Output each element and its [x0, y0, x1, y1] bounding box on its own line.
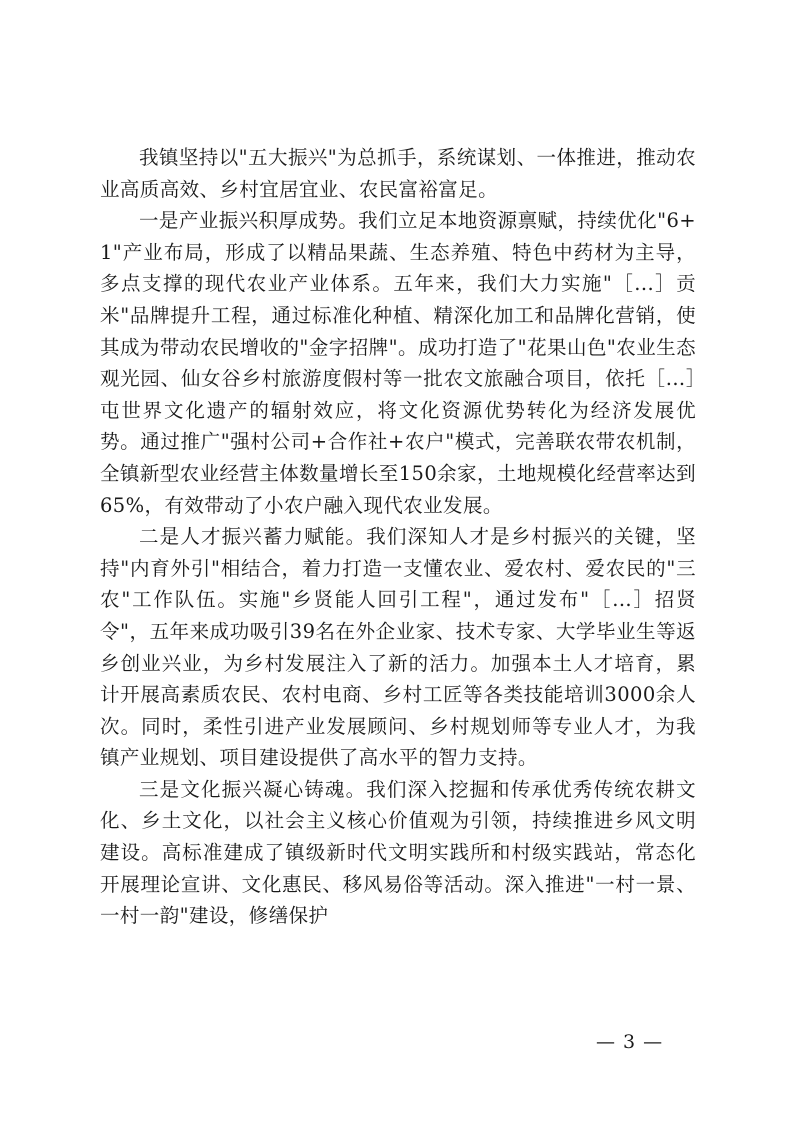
paragraph-talent-revitalization: 二是人才振兴蓄力赋能。我们深知人才是乡村振兴的关键，坚持"内育外引"相结合，着力打造一支懂农业、爱农村、爱农民的"三农"工作队伍。实施"乡贤能人回引工程"，通过发布"［...］招贤令"，五年来成功吸引39名在外企业家、技术专家、大学毕业生等返乡创业兴业，为乡村发展注入了新的活力。加强本土人才培育，累计开展高素质农民、农村电商、乡村工匠等各类技能培训3000余人次。同时，柔性引进产业发展顾问、乡村规划师等专业人才，为我镇产业规划、项目建设提供了高水平的智力支持。 [100, 525, 696, 770]
page-number: — 3 — [596, 1031, 664, 1053]
paragraph-industry-revitalization: 一是产业振兴积厚成势。我们立足本地资源禀赋，持续优化"6+1"产业布局，形成了以精品果蔬、生态养殖、特色中药材为主导，多点支撑的现代农业产业体系。五年来，我们大力实施"［...］贡米"品牌提升工程，通过标准化种植、精深化加工和品牌化营销，使其成为带动农民增收的"金字招牌"。成功打造了"花果山色"农业生态观光园、仙女谷乡村旅游度假村等一批农文旅融合项目，依托［...］屯世界文化遗产的辐射效应，将文化资源优势转化为经济发展优势。通过推广"强村公司+合作社+农户"模式，完善联农带农机制，全镇新型农业经营主体数量增长至150余家，土地规模化经营率达到65%，有效带动了小农户融入现代农业发展。 [100, 209, 696, 517]
body-text [100, 142, 696, 932]
paragraph-culture-revitalization: 三是文化振兴凝心铸魂。我们深入挖掘和传承优秀传统农耕文化、乡土文化，以社会主义核心价值观为引领，持续推进乡风文明建设。高标准建成了镇级新时代文明实践所和村级实践站，常态化开展理论宣讲、文化惠民、移风易俗等活动。深入推进"一村一景、一村一韵"建设，修缮保护 [100, 777, 696, 928]
paragraph-intro: 我镇坚持以"五大振兴"为总抓手，系统谋划、一体推进，推动农业高质高效、乡村宜居宜业、农民富裕富足。 [100, 146, 696, 201]
